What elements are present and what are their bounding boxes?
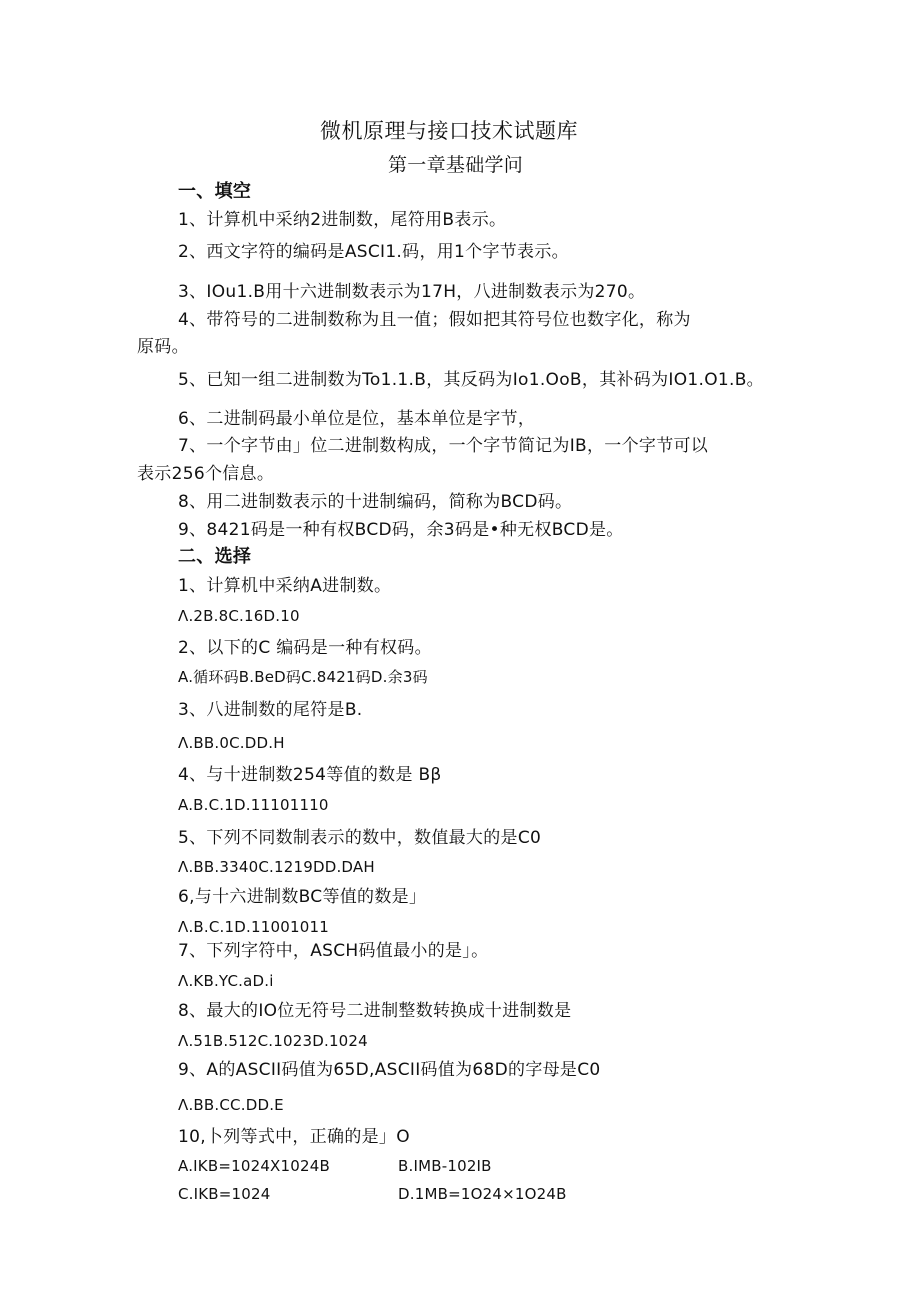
choice-options-4: A.B.C.1D.11101110	[178, 796, 329, 814]
choice-options-6: Λ.B.C.1D.11001011	[178, 918, 329, 936]
choice-question-9: 9、A的ASCII码值为65D,ASCII码值为68D的字母是C0	[178, 1060, 601, 1080]
choice-options-1: Λ.2B.8C.16D.10	[178, 607, 300, 625]
choice-question-3: 3、八进制数的尾符是B.	[178, 700, 363, 720]
fill-question-9: 9、8421码是一种有权BCD码，余3码是•种无权BCD是。	[178, 520, 624, 540]
fill-question-3: 3、IOu1.B用十六进制数表示为17H，八进制数表示为270。	[178, 282, 646, 302]
choice-question-5: 5、下列不同数制表示的数中，数值最大的是C0	[178, 828, 542, 848]
choice-options-8: Λ.51B.512C.1023D.1024	[178, 1032, 368, 1050]
fill-question-7-line1: 7、一个字节由」位二进制数构成，一个字节简记为IB，一个字节可以	[178, 436, 709, 456]
choice-option-10a: A.IKB=1024X1024B	[178, 1157, 330, 1175]
fill-question-8: 8、用二进制数表示的十进制编码，简称为BCD码。	[178, 492, 573, 512]
choice-option-10b: B.IMB-102IB	[398, 1157, 492, 1175]
choice-question-8: 8、最大的IO位无符号二进制整数转换成十进制数是	[178, 1001, 572, 1021]
section-heading-choice: 二、选择	[178, 546, 252, 567]
fill-question-7-line2: 表示256个信息。	[137, 464, 275, 484]
choice-options-7: Λ.KB.YC.aD.i	[178, 972, 274, 990]
fill-question-4-line2: 原码。	[137, 337, 189, 357]
chapter-title: 第一章基础学问	[388, 154, 524, 176]
choice-options-9: Λ.BB.CC.DD.E	[178, 1096, 284, 1114]
choice-question-4: 4、与十进制数254等值的数是 Bβ	[178, 765, 442, 785]
choice-options-2: A.循环码B.BeD码C.8421码D.余3码	[178, 668, 428, 686]
page-title: 微机原理与接口技术试题库	[320, 119, 578, 143]
fill-question-5: 5、已知一组二进制数为To1.1.B，其反码为Io1.OoB，其补码为IO1.O1.B。	[178, 370, 764, 390]
choice-options-3: Λ.BB.0C.DD.H	[178, 734, 285, 752]
fill-question-6: 6、二进制码最小单位是位，基本单位是字节，	[178, 409, 536, 429]
choice-option-10d: D.1MB=1O24×1O24B	[398, 1185, 567, 1203]
choice-options-5: Λ.BB.3340C.1219DD.DAH	[178, 858, 375, 876]
fill-question-4-line1: 4、带符号的二进制数称为且一值；假如把其符号位也数字化，称为	[178, 310, 691, 330]
choice-question-7: 7、下列字符中，ASCH码值最小的是」。	[178, 941, 489, 961]
choice-question-2: 2、以下的C 编码是一种有权码。	[178, 638, 432, 658]
fill-question-1: 1、计算机中采纳2进制数，尾符用B表示。	[178, 210, 507, 230]
choice-question-1: 1、计算机中采纳A进制数。	[178, 576, 392, 596]
choice-question-6: 6,与十六进制数BC等值的数是」	[178, 887, 427, 907]
choice-option-10c: C.IKB=1024	[178, 1185, 271, 1203]
choice-question-10: 10,卜列等式中，正确的是」O	[178, 1127, 410, 1147]
section-heading-fill: 一、填空	[178, 181, 252, 202]
fill-question-2: 2、西文字符的编码是ASCI1.码，用1个字节表示。	[178, 242, 569, 262]
